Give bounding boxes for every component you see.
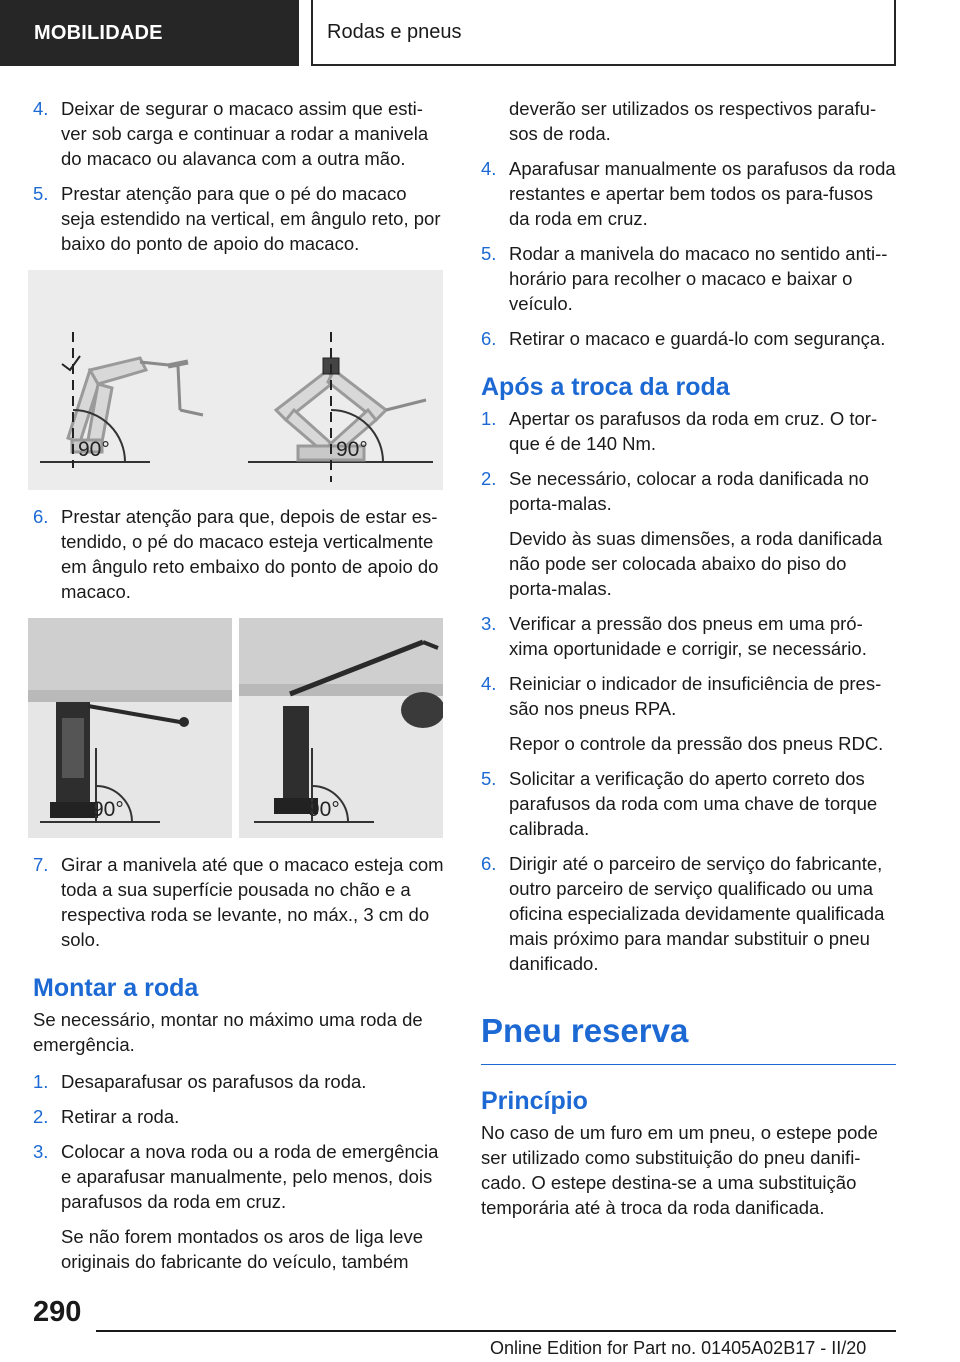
- step-note: Repor o controle da pressão dos pneus RDC.: [509, 733, 884, 754]
- step-list-a: [481, 156, 896, 351]
- step-number: 7.: [33, 854, 49, 875]
- step-continuation: [481, 96, 896, 146]
- jack-angle-illustration: [28, 270, 443, 490]
- step-number: 3.: [33, 1141, 49, 1162]
- step-text: Reiniciar o indicador de insuficiência de pres-são nos pneus RPA.: [509, 673, 882, 719]
- angle-label-left: 90°: [92, 798, 124, 821]
- step-number: 2.: [33, 1106, 49, 1127]
- step-number: 2.: [481, 468, 497, 489]
- step-item: [33, 1069, 445, 1094]
- vehicle-jack-drawing: [28, 618, 443, 838]
- step-note: Se não forem montados os aros de liga leve originais do fabricante do veículo, também: [61, 1226, 423, 1272]
- step-number: 4.: [481, 158, 497, 179]
- step-number: 5.: [33, 183, 49, 204]
- step-item: [481, 766, 896, 841]
- step-text: Deixar de segurar o macaco assim que esti-ver sob carga e continuar a rodar a manivela do macaco ou alavanca com a outra mão.: [61, 98, 429, 169]
- step-list-d: [33, 1069, 445, 1274]
- angle-label-right: 90°: [336, 438, 368, 461]
- step-text: Prestar atenção para que, depois de estar es-tendido, o pé do macaco esteja verticalmente em ângulo reto embaixo do ponto de apoio do macaco.: [61, 506, 439, 602]
- step-text: Solicitar a verificação do aperto correto dos parafusos da roda com uma chave de torque calibrada.: [509, 768, 878, 839]
- step-item: [33, 852, 445, 952]
- angle-label-right: 90°: [308, 798, 340, 821]
- step-item: [481, 406, 896, 456]
- right-column: [481, 96, 896, 1232]
- step-text: Desaparafusar os parafusos da roda.: [61, 1071, 367, 1092]
- step-list-b: [481, 406, 896, 976]
- subsection-text: No caso de um furo em um pneu, o estepe pode ser utilizado como substituição do pneu danifi-cado. O estepe destina-se a uma substituição temporária até à troca da roda danificada.: [481, 1122, 878, 1218]
- chapter-heading: Pneu reserva: [481, 1012, 896, 1065]
- step-item: [481, 241, 896, 316]
- step-text: Dirigir até o parceiro de serviço do fabricante, outro parceiro de serviço qualificado ou uma oficina especializada devidamente qualificada mais próximo para mandar substituir o pneu danificado.: [509, 853, 885, 974]
- jack-angle-drawing: [28, 270, 443, 490]
- angle-label-left: 90°: [78, 438, 110, 461]
- step-item: [33, 504, 445, 604]
- step-text: Verificar a pressão dos pneus em uma pró-xima oportunidade e corrigir, se necessário.: [509, 613, 867, 659]
- step-number: 4.: [33, 98, 49, 119]
- section-intro: Se necessário, montar no máximo uma roda de emergência.: [33, 1009, 423, 1055]
- step-number: 4.: [481, 673, 497, 694]
- step-text: deverão ser utilizados os respectivos parafu-sos de roda.: [509, 98, 877, 144]
- step-item: [481, 671, 896, 756]
- step-list-c: [33, 852, 445, 952]
- step-text: Se necessário, colocar a roda danificada no porta-malas.: [509, 468, 869, 514]
- topic-label: Rodas e pneus: [311, 0, 896, 66]
- section-heading: Montar a roda: [33, 974, 199, 1002]
- step-number: 6.: [481, 853, 497, 874]
- subsection-heading: Princípio: [481, 1087, 588, 1115]
- step-item: [33, 181, 445, 256]
- step-item: [33, 1104, 445, 1129]
- step-text: Prestar atenção para que o pé do macaco seja estendido na vertical, em ângulo reto, por baixo do ponto de apoio do macaco.: [61, 183, 441, 254]
- step-text: Apertar os parafusos da roda em cruz. O tor-que é de 140 Nm.: [509, 408, 878, 454]
- step-note: Devido às suas dimensões, a roda danificada não pode ser colocada abaixo do piso do porta-malas.: [509, 528, 883, 599]
- section-heading: Após a troca da roda: [481, 373, 730, 401]
- step-list-b: [33, 504, 445, 604]
- step-text: Girar a manivela até que o macaco esteja com toda a sua superfície pousada no chão e a respectiva roda se levante, no máx., 3 cm do solo.: [61, 854, 444, 950]
- step-number: 1.: [33, 1071, 49, 1092]
- step-item: [481, 611, 896, 661]
- step-text: Rodar a manivela do macaco no sentido anti--horário para recolher o macaco e baixar o veículo.: [509, 243, 888, 314]
- step-item: [33, 96, 445, 171]
- step-item: [481, 851, 896, 976]
- step-item: [33, 1139, 445, 1274]
- step-list-a: [33, 96, 445, 256]
- step-number: 1.: [481, 408, 497, 429]
- step-item: [481, 156, 896, 231]
- step-number: 3.: [481, 613, 497, 634]
- step-text: Retirar a roda.: [61, 1106, 180, 1127]
- step-number: 6.: [481, 328, 497, 349]
- step-text: Aparafusar manualmente os parafusos da roda restantes e apertar bem todos os para-fusos da roda em cruz.: [509, 158, 896, 229]
- step-text: Retirar o macaco e guardá-lo com segurança.: [509, 328, 886, 349]
- section-label: MOBILIDADE: [0, 0, 299, 66]
- step-text: Colocar a nova roda ou a roda de emergência e aparafusar manualmente, pelo menos, dois parafusos da roda em cruz.: [61, 1141, 439, 1212]
- footer-divider: [96, 1330, 896, 1332]
- step-number: 5.: [481, 768, 497, 789]
- step-number: 5.: [481, 243, 497, 264]
- left-column: [33, 96, 445, 1284]
- step-number: 6.: [33, 506, 49, 527]
- page-number: 290: [33, 1296, 82, 1328]
- edition-note: Online Edition for Part no. 01405A02B17 - II/20: [490, 1338, 867, 1358]
- vehicle-jack-illustration: [28, 618, 443, 838]
- step-item: [481, 466, 896, 601]
- page-header: [0, 0, 960, 66]
- step-item: [481, 326, 896, 351]
